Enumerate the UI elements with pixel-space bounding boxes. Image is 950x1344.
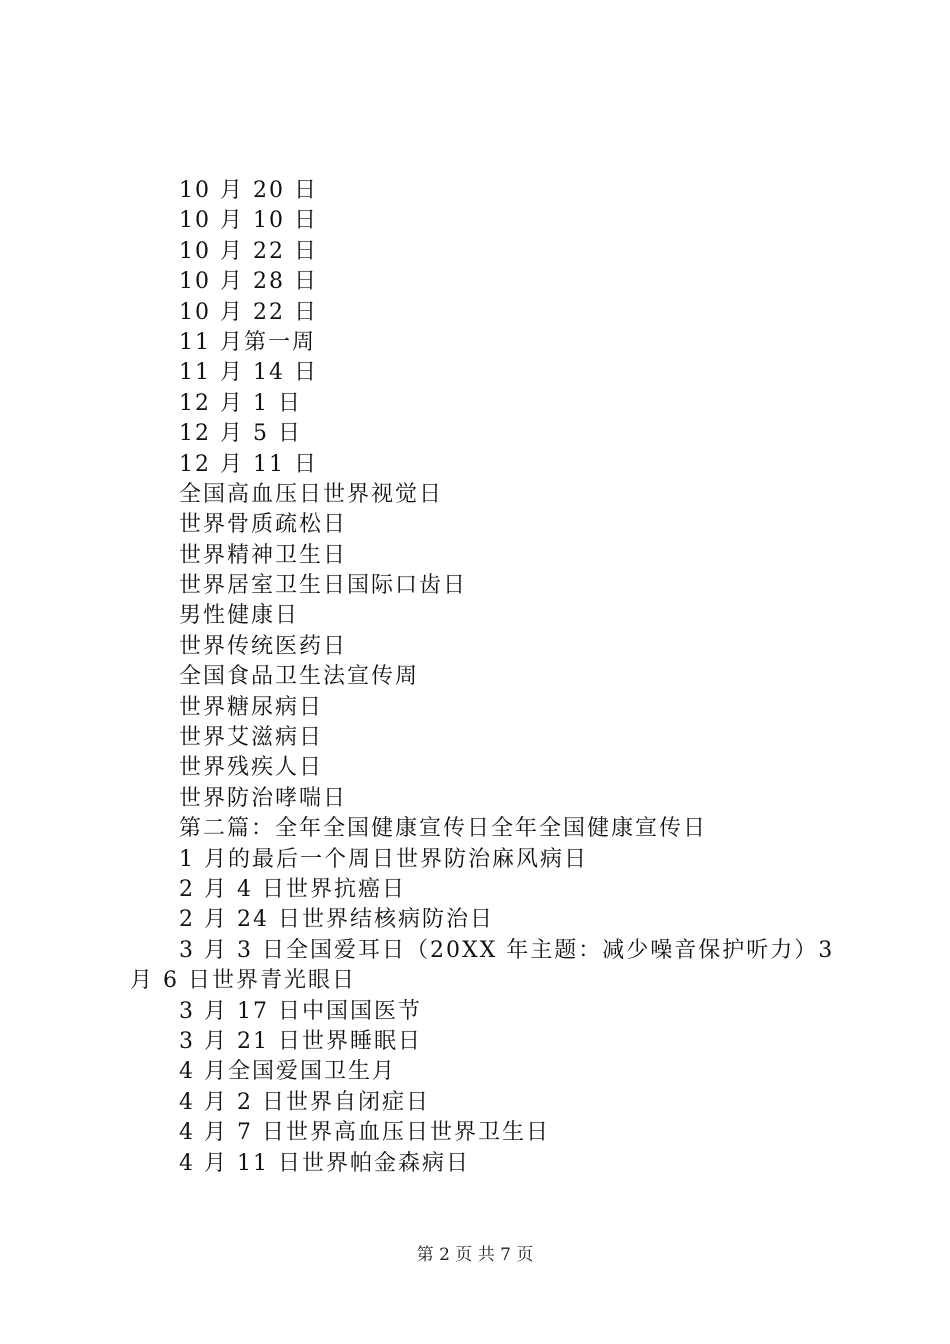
text-line: 1 月的最后一个周日世界防治麻风病日 [179,846,588,872]
text-line: 10 月 10 日 [179,208,318,234]
text-line: 11 月第一周 [179,329,316,355]
text-line: 12 月 1 日 [179,390,302,416]
text-line: 10 月 20 日 [179,178,318,203]
section-heading: 第二篇：全年全国健康宣传日全年全国健康宣传日 [179,816,708,842]
text-line: 世界防治哮喘日 [179,785,348,811]
text-line: 2 月 4 日世界抗癌日 [179,876,406,902]
text-line: 4 月全国爱国卫生月 [179,1059,396,1085]
text-line: 世界居室卫生日国际口齿日 [179,573,468,599]
text-line: 2 月 24 日世界结核病防治日 [179,907,494,933]
text-line: 世界糖尿病日 [179,694,324,720]
text-line: 10 月 22 日 [179,299,318,325]
text-line: 4 月 11 日世界帕金森病日 [179,1150,470,1176]
document-body [130,176,850,1179]
text-line: 11 月 14 日 [179,360,318,386]
text-line: 3 月 17 日中国国医节 [179,998,422,1024]
text-line: 4 月 7 日世界高血压日世界卫生日 [179,1120,550,1146]
text-line: 世界精神卫生日 [179,542,348,568]
text-line: 世界骨质疏松日 [179,512,348,538]
text-line: 世界艾滋病日 [179,725,324,751]
text-line: 12 月 11 日 [179,451,318,477]
text-line: 10 月 22 日 [179,238,318,264]
text-line: 男性健康日 [179,603,300,629]
text-line: 世界残疾人日 [179,755,324,781]
page-footer: 第 2 页 共 7 页 [416,1245,534,1265]
text-line: 4 月 2 日世界自闭症日 [179,1089,430,1115]
text-line: 12 月 5 日 [179,421,302,447]
text-line: 10 月 28 日 [179,269,318,295]
text-line-wrapped: 3 月 3 日全国爱耳日（20XX 年主题：减少噪音保护听力）3 月 6 日世界青光眼日 [130,937,835,994]
text-line: 世界传统医药日 [179,633,348,659]
text-line: 全国食品卫生法宣传周 [179,664,420,690]
text-line: 3 月 21 日世界睡眠日 [179,1028,422,1054]
text-line: 全国高血压日世界视觉日 [179,481,444,507]
